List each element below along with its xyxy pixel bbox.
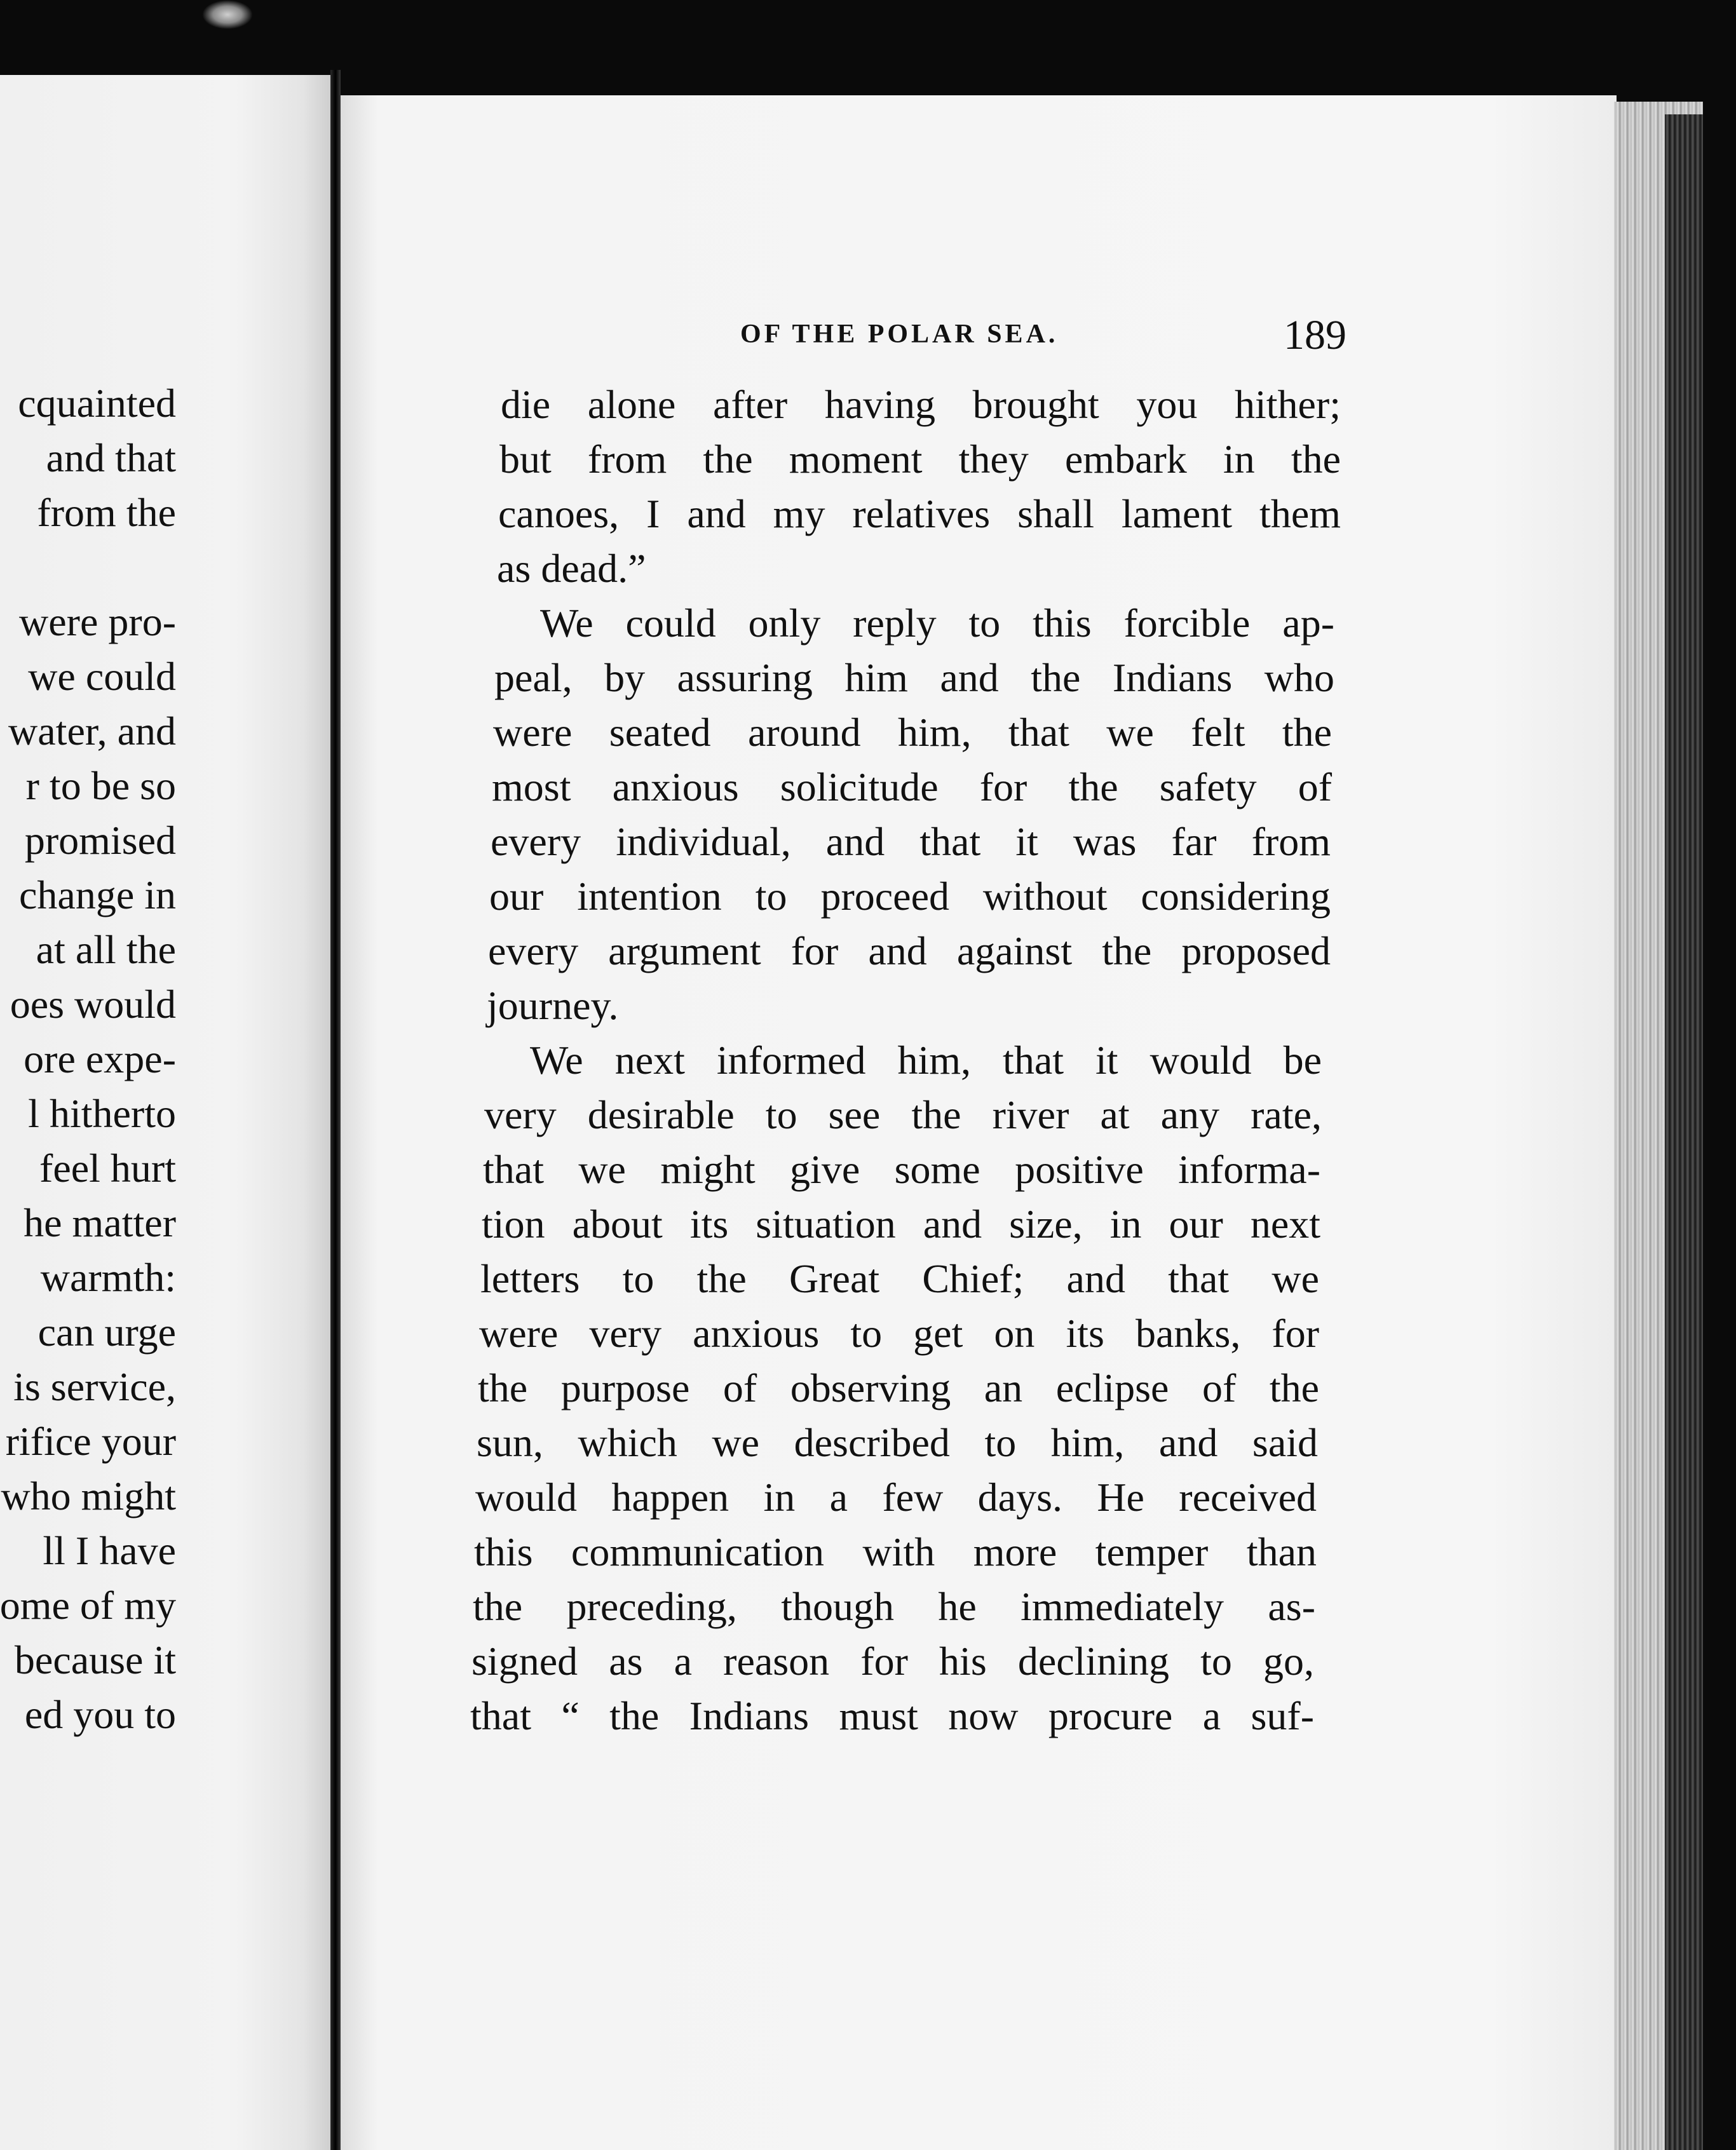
body-line: letters to the Great Chief; and that we — [480, 1256, 1319, 1301]
left-line: r to be so — [25, 763, 176, 808]
left-line: water, and — [8, 708, 176, 754]
left-line: is service, — [13, 1364, 176, 1409]
body-line: the purpose of observing an eclipse of the — [478, 1365, 1319, 1410]
left-line: oes would — [10, 982, 176, 1027]
left-line: who might — [1, 1473, 176, 1518]
left-line: promised — [24, 818, 176, 863]
body-line: sun, which we described to him, and said — [477, 1420, 1318, 1465]
left-line: at all the — [36, 927, 176, 972]
book-gutter — [330, 70, 341, 2150]
body-line: that we might give some positive informa- — [483, 1147, 1320, 1192]
running-head: OF THE POLAR SEA. — [740, 320, 1059, 349]
body-line: signed as a reason for his declining to go, — [471, 1639, 1314, 1684]
body-line: peal, by assuring him and the Indians who — [494, 655, 1334, 700]
body-line: die alone after having brought you hither; — [501, 382, 1341, 427]
left-line: ll I have — [43, 1528, 176, 1573]
left-line: warmth: — [40, 1255, 176, 1300]
left-line: ome of my — [0, 1583, 176, 1628]
cover-edge — [1665, 114, 1703, 2150]
body-line: this communication with more temper than — [474, 1529, 1317, 1574]
body-line: We next informed him, that it would be — [530, 1038, 1322, 1083]
left-line: we could — [28, 654, 176, 699]
body-line: were seated around him, that we felt the — [493, 710, 1332, 755]
body-line: every argument for and against the proposed — [488, 928, 1331, 973]
body-line: our intention to proceed without considering — [489, 874, 1331, 919]
scan-smudge — [202, 0, 253, 29]
left-line: feel hurt — [39, 1146, 176, 1191]
page-number: 189 — [1284, 312, 1346, 358]
left-line: l hitherto — [28, 1091, 176, 1136]
body-line: very desirable to see the river at any rate, — [484, 1092, 1322, 1137]
left-line: cquainted — [18, 381, 176, 426]
body-line: as dead.” — [497, 546, 646, 591]
left-line: were pro- — [19, 599, 176, 644]
body-line: every individual, and that it was far from — [491, 819, 1331, 864]
body-line: that “ the Indians must now procure a suf- — [470, 1693, 1314, 1738]
body-line: the preceding, though he immediately as- — [473, 1584, 1315, 1629]
left-line: and that — [46, 435, 176, 480]
body-line: would happen in a few days. He received — [475, 1475, 1317, 1520]
left-line: rifice your — [5, 1419, 176, 1464]
page-body — [470, 0, 1341, 2150]
left-line: ed you to — [24, 1692, 176, 1737]
left-line: because it — [14, 1637, 176, 1682]
body-line: journey. — [487, 983, 619, 1028]
left-line: change in — [19, 872, 176, 917]
left-line: from the — [37, 490, 176, 535]
body-line: canoes, I and my relatives shall lament them — [498, 491, 1341, 536]
left-line: he matter — [24, 1200, 176, 1245]
body-line: were very anxious to get on its banks, for — [479, 1311, 1319, 1356]
body-line: most anxious solicitude for the safety of — [492, 764, 1332, 809]
body-line: but from the moment they embark in the — [499, 436, 1341, 482]
body-line: We could only reply to this forcible ap- — [540, 600, 1334, 646]
left-line: ore expe- — [24, 1036, 176, 1081]
left-line: can urge — [37, 1309, 176, 1355]
body-line: tion about its situation and size, in our next — [482, 1201, 1320, 1247]
